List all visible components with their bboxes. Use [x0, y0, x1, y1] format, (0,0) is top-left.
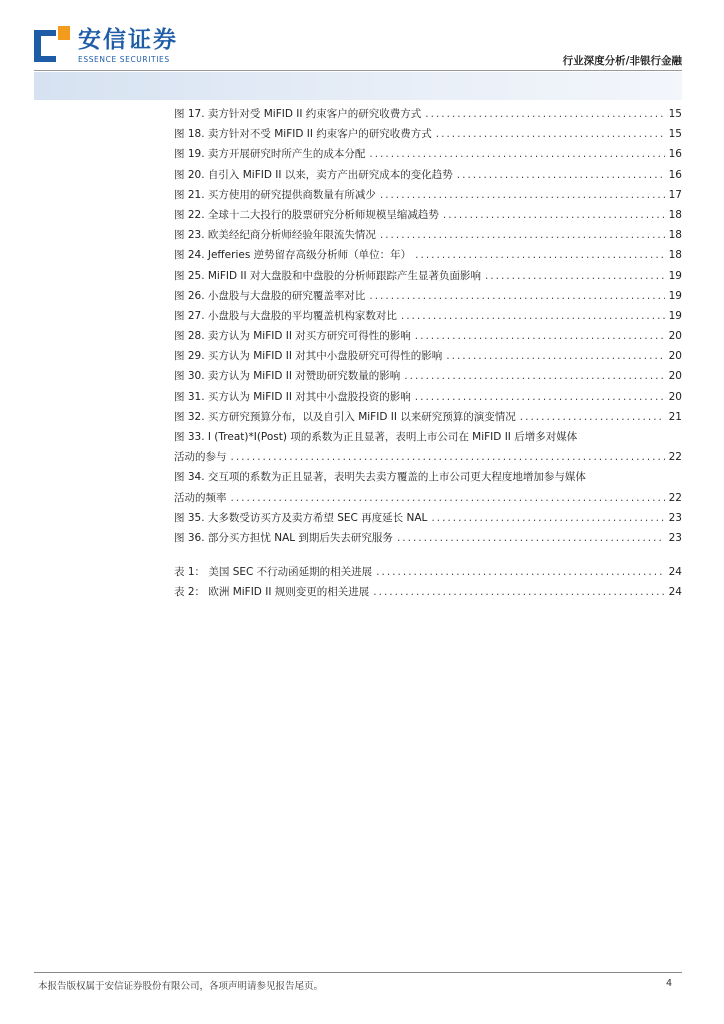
figure-list: [174, 104, 682, 427]
figure-entry-continuation: [174, 488, 682, 508]
figure-entry[interactable]: [174, 205, 682, 225]
dot-leader: [373, 582, 664, 602]
figure-entry-page: 20: [668, 350, 682, 363]
figure-entry-label: 图 24. Jefferies 逆势留存高级分析师（单位：年）: [174, 249, 412, 262]
figure-entry-label: 图 36. 部分买方担忧 NAL 到期后失去研究服务: [174, 531, 393, 544]
figure-entry-page: 15: [668, 128, 682, 141]
figure-entry[interactable]: [174, 387, 682, 407]
dot-leader: [415, 387, 665, 407]
figure-entry-label: 图 35. 大多数受访买方及卖方希望 SEC 再度延长 NAL: [174, 511, 428, 524]
dot-leader: [231, 488, 665, 508]
figure-entry[interactable]: [174, 427, 682, 467]
report-type: 行业深度分析/非银行金融: [562, 55, 682, 67]
table-entry-label: 表 1： 美国 SEC 不行动函延期的相关进展: [174, 566, 373, 579]
figure-entry-label: 图 17. 卖方针对受 MiFID II 约束客户的研究收费方式: [174, 108, 422, 120]
dot-leader: [485, 266, 665, 286]
figure-entry-continuation: [174, 447, 682, 467]
figure-entry[interactable]: [174, 225, 682, 245]
figure-entry[interactable]: [174, 104, 682, 124]
figure-entry-label: 图 26. 小盘股与大盘股的研究覆盖率对比: [174, 289, 366, 302]
figure-entry-label: 图 33. I (Treat)*I(Post) 项的系数为正且显著，表明上市公司在 MiFID II 后增多对媒体: [174, 431, 578, 443]
figure-entry-label: 图 21. 买方使用的研究提供商数量有所减少: [174, 188, 376, 201]
figure-entry-page: 18: [668, 208, 682, 221]
page-number: 4: [665, 978, 672, 989]
table-entry-page: 24: [668, 566, 682, 579]
figure-entry-label: 图 18. 卖方针对不受 MiFID II 约束客户的研究收费方式: [174, 128, 432, 141]
figure-entry-label: 图 20. 自引入 MiFID II 以来，卖方产出研究成本的变化趋势: [174, 168, 453, 181]
header-divider: [34, 70, 682, 71]
figure-entry[interactable]: [174, 185, 682, 205]
figure-entry-label: 图 22. 全球十二大投行的股票研究分析师规模呈缩减趋势: [174, 208, 439, 221]
figure-entry[interactable]: [174, 528, 682, 548]
figure-entry[interactable]: [174, 407, 682, 427]
figure-entry-page: 17: [668, 188, 682, 201]
figure-entry-page: 21: [668, 410, 682, 423]
dot-leader: [431, 508, 664, 528]
figure-entry[interactable]: [174, 366, 682, 386]
figure-entry-label: 图 31. 买方认为 MiFID II 对其中小盘股投资的影响: [174, 390, 411, 403]
figure-entry[interactable]: [174, 266, 682, 286]
dot-leader: [369, 286, 664, 306]
figure-entry[interactable]: [174, 467, 682, 507]
header-band: [34, 72, 682, 100]
figure-entry-page: 19: [668, 309, 682, 322]
figure-entry-page: 22: [668, 491, 682, 504]
figure-entry-label: 图 30. 卖方认为 MiFID II 对赞助研究数量的影响: [174, 370, 401, 383]
logo-english-name: ESSENCE SECURITIES: [78, 55, 170, 64]
figure-entry-page: 20: [668, 330, 682, 343]
dot-leader: [520, 407, 665, 427]
table-of-figures: [174, 104, 682, 603]
figure-entry[interactable]: [174, 346, 682, 366]
figure-entry[interactable]: [174, 165, 682, 185]
figure-entry[interactable]: [174, 144, 682, 164]
figure-entry-page: 23: [668, 531, 682, 544]
figure-entry-label: 图 19. 卖方开展研究时所产生的成本分配: [174, 148, 366, 161]
dot-leader: [401, 306, 665, 326]
figure-entry-label-continued: 活动的频率: [174, 491, 227, 504]
figure-entry-label: 图 23. 欧美经纪商分析师经验年限流失情况: [174, 229, 376, 242]
figure-entry-label: 图 25. MiFID II 对大盘股和中盘股的分析师跟踪产生显著负面影响: [174, 269, 481, 282]
dot-leader: [376, 562, 664, 582]
dot-leader: [404, 366, 664, 386]
figure-entry[interactable]: [174, 124, 682, 144]
dot-leader: [380, 225, 665, 245]
figure-list-wrapped: [174, 427, 682, 508]
figure-entry[interactable]: [174, 286, 682, 306]
figure-entry-page: 15: [668, 108, 682, 120]
figure-entry-page: 16: [668, 168, 682, 181]
figure-entry-label: 图 27. 小盘股与大盘股的平均覆盖机构家数对比: [174, 309, 397, 322]
figure-entry[interactable]: [174, 508, 682, 528]
dot-leader: [369, 144, 664, 164]
figure-entry-page: 19: [668, 269, 682, 282]
figure-entry-page: 23: [668, 511, 682, 524]
figure-entry-label-continued: 活动的参与: [174, 451, 227, 464]
dot-leader: [436, 124, 665, 144]
figure-entry-label: 图 34. 交互项的系数为正且显著，表明失去卖方覆盖的上市公司更大程度地增加参与媒体: [174, 471, 586, 484]
table-list: [174, 562, 682, 602]
page-header: [0, 0, 724, 100]
table-entry[interactable]: [174, 582, 682, 602]
dot-leader: [443, 205, 665, 225]
figure-entry[interactable]: [174, 326, 682, 346]
dot-leader: [457, 165, 665, 185]
figure-entry-page: 22: [668, 451, 682, 464]
footer-divider: [34, 972, 682, 973]
figure-entry-label: 图 28. 卖方认为 MiFID II 对买方研究可得性的影响: [174, 330, 411, 343]
company-logo: [34, 26, 184, 70]
figure-entry-page: 18: [668, 249, 682, 262]
dot-leader: [380, 185, 665, 205]
dot-leader: [415, 245, 664, 265]
figure-entry[interactable]: [174, 245, 682, 265]
figure-entry-page: 16: [668, 148, 682, 161]
figure-entry-label: 图 29. 买方认为 MiFID II 对其中小盘股研究可得性的影响: [174, 350, 443, 363]
figure-entry-page: 20: [668, 370, 682, 383]
dot-leader: [425, 104, 664, 124]
table-entry-page: 24: [668, 586, 682, 599]
figure-entry-page: 18: [668, 229, 682, 242]
table-entry-label: 表 2： 欧洲 MiFID II 规则变更的相关进展: [174, 586, 370, 599]
logo-chinese-name: 安信证券: [78, 27, 178, 53]
dot-leader: [231, 447, 665, 467]
dot-leader: [415, 326, 665, 346]
section-gap: [174, 548, 682, 562]
figure-entry[interactable]: [174, 306, 682, 326]
dot-leader: [446, 346, 664, 366]
footer-disclaimer: 本报告版权属于安信证券股份有限公司，各项声明请参见报告尾页。: [38, 981, 324, 992]
figure-entry-page: 20: [668, 390, 682, 403]
logo-mark-icon: [34, 26, 70, 62]
dot-leader: [397, 528, 665, 548]
figure-list-tail: [174, 508, 682, 548]
figure-entry-label: 图 32. 买方研究预算分布，以及自引入 MiFID II 以来研究预算的演变情况: [174, 410, 516, 423]
figure-entry-page: 19: [668, 289, 682, 302]
table-entry[interactable]: [174, 562, 682, 582]
